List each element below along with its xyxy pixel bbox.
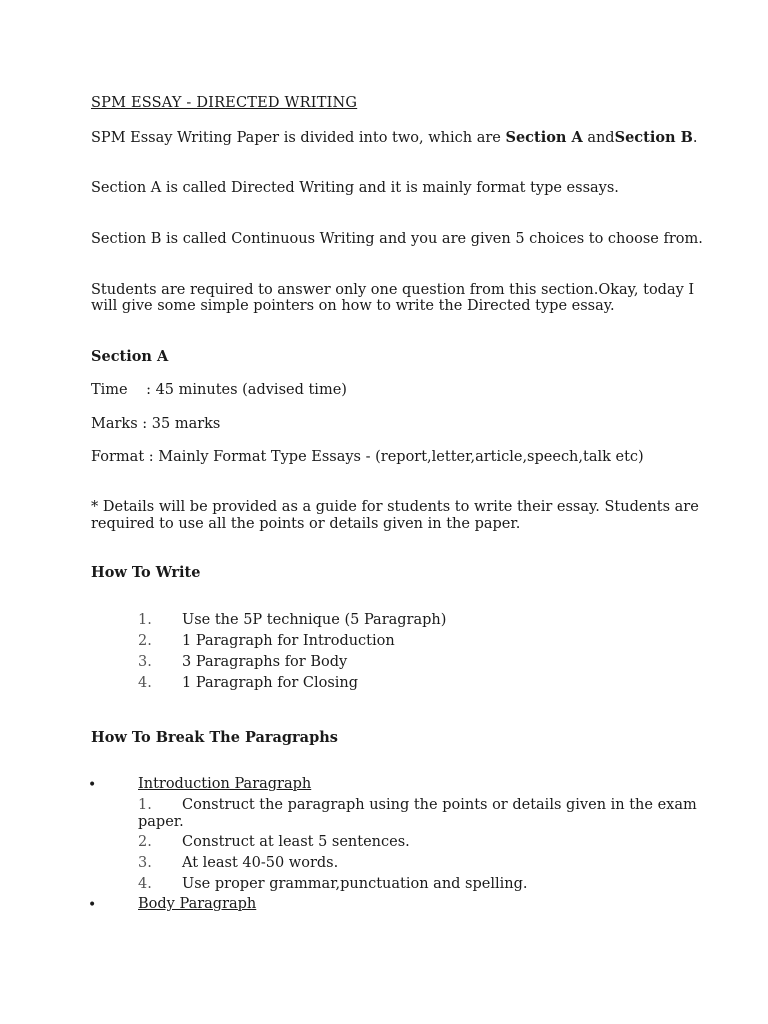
section-a-heading: Section A [91,348,169,365]
intro-paragraph [91,129,697,146]
list-text-continuation: paper. [138,814,184,830]
list-text: 1 Paragraph for Closing [182,675,359,691]
list-text: 3 Paragraphs for Body [182,654,348,670]
section-a-description: Section A is called Directed Writing and it is mainly format type essays. [91,180,619,196]
intro-text: SPM Essay Writing Paper is divided into two, which are [91,130,506,146]
students-paragraph-line-1: Students are required to answer only one question from this section.Okay, today I [91,282,695,298]
details-line-2: required to use all the points or details given in the paper. [91,516,521,532]
list-number: 1. [138,797,152,813]
section-b-description: Section B is called Continuous Writing and you are given 5 choices to choose from. [91,231,703,247]
list-number: 4. [138,876,152,892]
list-text: Use the 5P technique (5 Paragraph) [182,612,447,628]
list-number: 2. [138,633,152,649]
list-number: 3. [138,654,152,670]
section-b-bold: Section B [614,129,693,146]
introduction-paragraph-label: Introduction Paragraph [138,776,312,792]
students-paragraph-line-2: will give some simple pointers on how to write the Directed type essay. [91,298,615,314]
list-text: Use proper grammar,punctuation and spelling. [182,876,528,892]
list-text: 1 Paragraph for Introduction [182,633,395,649]
list-number: 2. [138,834,152,850]
time-line: Time : 45 minutes (advised time) [91,382,347,398]
format-line: Format : Mainly Format Type Essays - (report,letter,article,speech,talk etc) [91,449,644,465]
intro-and: and [582,130,615,146]
list-text: Construct at least 5 sentences. [182,834,410,850]
list-text: At least 40-50 words. [182,855,339,871]
body-paragraph-label: Body Paragraph [138,896,257,912]
details-line-1: * Details will be provided as a guide for students to write their essay. Students are [91,499,699,515]
bullet-icon: • [88,777,97,793]
list-number: 4. [138,675,152,691]
how-to-write-heading: How To Write [91,564,201,581]
break-paragraphs-heading: How To Break The Paragraphs [91,729,338,746]
marks-line: Marks : 35 marks [91,416,221,432]
section-a-bold: Section A [505,129,583,146]
list-number: 3. [138,855,152,871]
bullet-icon: • [88,897,97,913]
page-title: SPM ESSAY - DIRECTED WRITING [91,95,358,111]
list-text: Construct the paragraph using the points or details given in the exam [182,797,697,813]
list-number: 1. [138,612,152,628]
intro-end: . [692,130,698,146]
